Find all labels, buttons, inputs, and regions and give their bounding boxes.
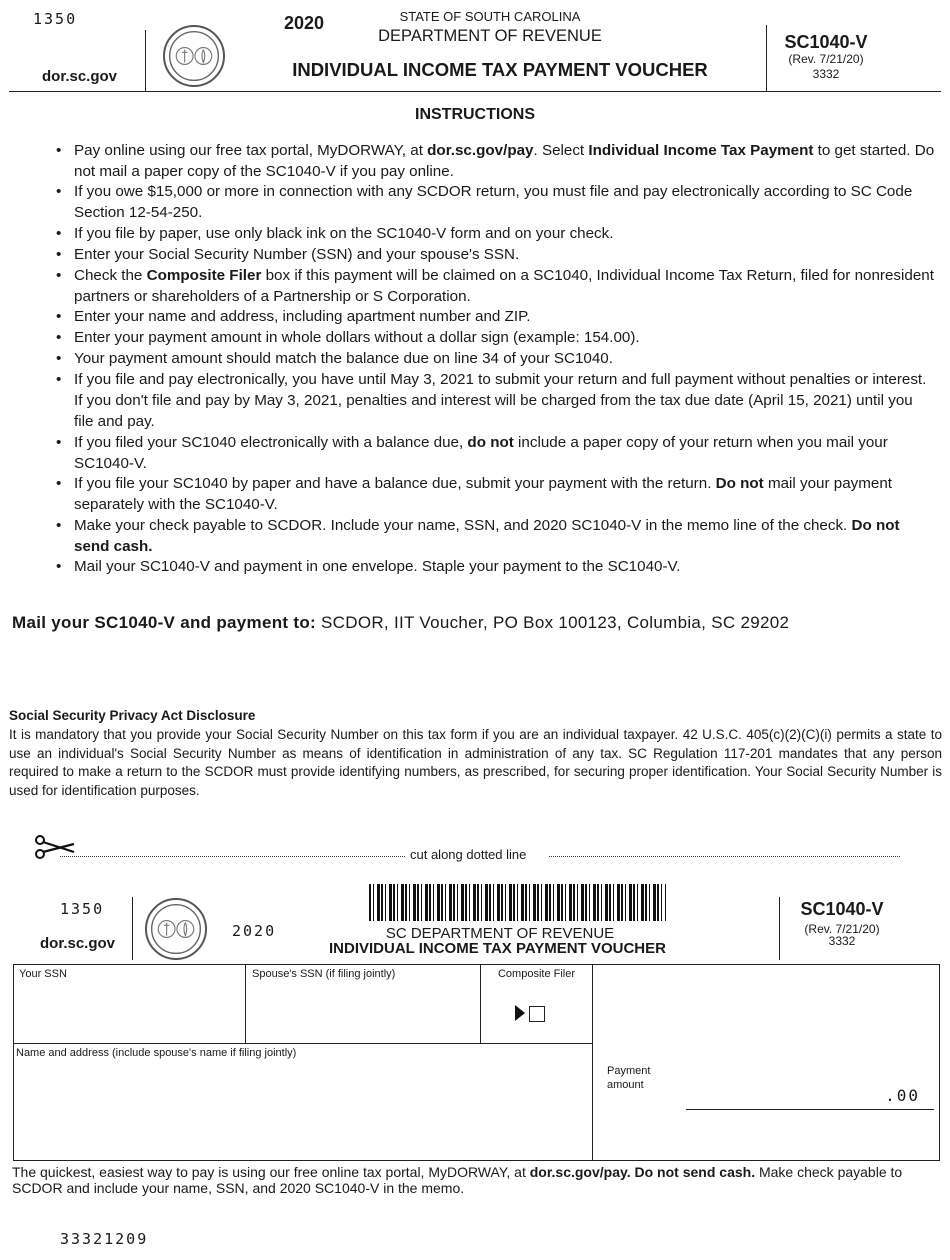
cut-line-left bbox=[60, 856, 405, 857]
payment-cents: .00 bbox=[885, 1086, 920, 1105]
name-address-label: Name and address (include spouse's name if filing jointly) bbox=[16, 1047, 297, 1059]
payment-amount-label: Payment amount bbox=[607, 1065, 651, 1091]
voucher-website: dor.sc.gov bbox=[40, 935, 116, 952]
instruction-item: • Enter your payment amount in whole dollars without a dollar sign (example: 154.00). bbox=[74, 328, 936, 349]
voucher-department: SC DEPARTMENT OF REVENUE bbox=[385, 925, 615, 942]
spouse-ssn-field[interactable] bbox=[246, 965, 480, 1043]
arrow-right-icon bbox=[515, 1005, 525, 1021]
tax-year: 2020 bbox=[284, 13, 325, 33]
instruction-item: • Check the Composite Filer box if this payment will be claimed on a SC1040, Individual Income Tax Return, filed for nonresident partners or shareholders of a Partnership or S Corporation. bbox=[74, 266, 936, 308]
instruction-item: • Pay online using our free tax portal, MyDORWAY, at dor.sc.gov/pay. Select Individual Income Tax Payment to get started. Do not mail a paper copy of the SC1040-V if you pay online. bbox=[74, 141, 936, 183]
instruction-item: • If you filed your SC1040 electronically with a balance due, do not include a paper copy of your return when you mail your SC1040-V. bbox=[74, 433, 936, 475]
website: dor.sc.gov bbox=[42, 68, 118, 85]
ssn-field[interactable] bbox=[14, 965, 245, 1043]
instruction-item: • Enter your name and address, including apartment number and ZIP. bbox=[74, 307, 936, 328]
instruction-item: • Make your check payable to SCDOR. Include your name, SSN, and 2020 SC1040-V in the memo line of the check. Do not send cash. bbox=[74, 516, 936, 558]
privacy-body: It is mandatory that you provide your Social Security Number on this tax form if you are an individual taxpayer. 42 U.S.C. 405(c)(2)(C)(i) permits a state to use an individual's Social Security Number as means of identification in administration of any tax. SC Regulation 117-201 mandates that any person required to make a return to the SCDOR must provide identifying numbers, as prescribed, for securing proper identification. Your Social Security Number is used for identification purposes. bbox=[9, 727, 942, 799]
ssn-label: Your SSN bbox=[19, 968, 67, 980]
state-seal-icon bbox=[163, 25, 225, 87]
composite-filer-checkbox[interactable] bbox=[529, 1006, 545, 1022]
form-title: INDIVIDUAL INCOME TAX PAYMENT VOUCHER bbox=[292, 59, 708, 80]
instruction-item: • Your payment amount should match the balance due on line 34 of your SC1040. bbox=[74, 349, 936, 370]
voucher-form-id: SC1040-V bbox=[800, 899, 884, 919]
payment-amount-field[interactable] bbox=[686, 1080, 934, 1110]
state-name: STATE OF SOUTH CAROLINA bbox=[399, 9, 581, 24]
voucher-state-seal-icon bbox=[145, 898, 207, 960]
voucher-form-number: 3332 bbox=[828, 934, 856, 948]
instruction-item: • If you file your SC1040 by paper and have a balance due, submit your payment with the return. Do not mail your payment separately with the SC1040-V. bbox=[74, 474, 936, 516]
privacy-heading: Social Security Privacy Act Disclosure bbox=[9, 708, 256, 723]
composite-filer-label: Composite Filer bbox=[497, 968, 576, 980]
instructions-heading: INSTRUCTIONS bbox=[415, 106, 535, 123]
composite-filer-cell bbox=[481, 965, 592, 1043]
scan-code-ocr: 33321209 bbox=[60, 1230, 149, 1248]
name-address-field[interactable] bbox=[14, 1044, 592, 1160]
voucher-footer-text: The quickest, easiest way to pay is using our free online tax portal, MyDORWAY, at dor.sc.gov/pay. Do not send cash. Make check payable to SCDOR and include your name, SSN, and 2020 SC1040-V in the memo. bbox=[12, 1164, 903, 1196]
instruction-item: • If you file by paper, use only black ink on the SC1040-V form and on your check. bbox=[74, 224, 936, 245]
cut-line-right bbox=[549, 856, 900, 857]
instruction-item: • If you file and pay electronically, you have until May 3, 2021 to submit your return and full payment without penalties or interest. If you don't file and pay by May 3, 2021, penalties and interest will be charged from the tax due date (April 15, 2021) until you file and pay. bbox=[74, 370, 936, 432]
instruction-item: • Enter your Social Security Number (SSN) and your spouse's SSN. bbox=[74, 245, 936, 266]
mailing-address: Mail your SC1040-V and payment to: SCDOR, IIT Voucher, PO Box 100123, Columbia, SC 29202 bbox=[12, 613, 790, 632]
barcode bbox=[369, 884, 666, 921]
form-id: SC1040-V bbox=[784, 32, 868, 52]
form-code-ocr: 1350 bbox=[33, 10, 78, 28]
voucher-title: INDIVIDUAL INCOME TAX PAYMENT VOUCHER bbox=[329, 940, 666, 957]
form-number: 3332 bbox=[812, 67, 840, 81]
spouse-ssn-label: Spouse's SSN (if filing jointly) bbox=[252, 968, 396, 980]
department-name: DEPARTMENT OF REVENUE bbox=[378, 27, 602, 45]
instruction-item: • Mail your SC1040-V and payment in one envelope. Staple your payment to the SC1040-V. bbox=[74, 557, 936, 578]
cut-line-label: cut along dotted line bbox=[410, 847, 527, 862]
voucher-year-ocr: 2020 bbox=[232, 922, 277, 940]
form-revision: (Rev. 7/21/20) bbox=[788, 52, 864, 66]
voucher-form-code-ocr: 1350 bbox=[60, 900, 105, 918]
voucher-revision: (Rev. 7/21/20) bbox=[804, 922, 880, 936]
instruction-item: • If you owe $15,000 or more in connection with any SCDOR return, you must file and pay electronically according to SC Code Section 12-54-250. bbox=[74, 182, 936, 224]
